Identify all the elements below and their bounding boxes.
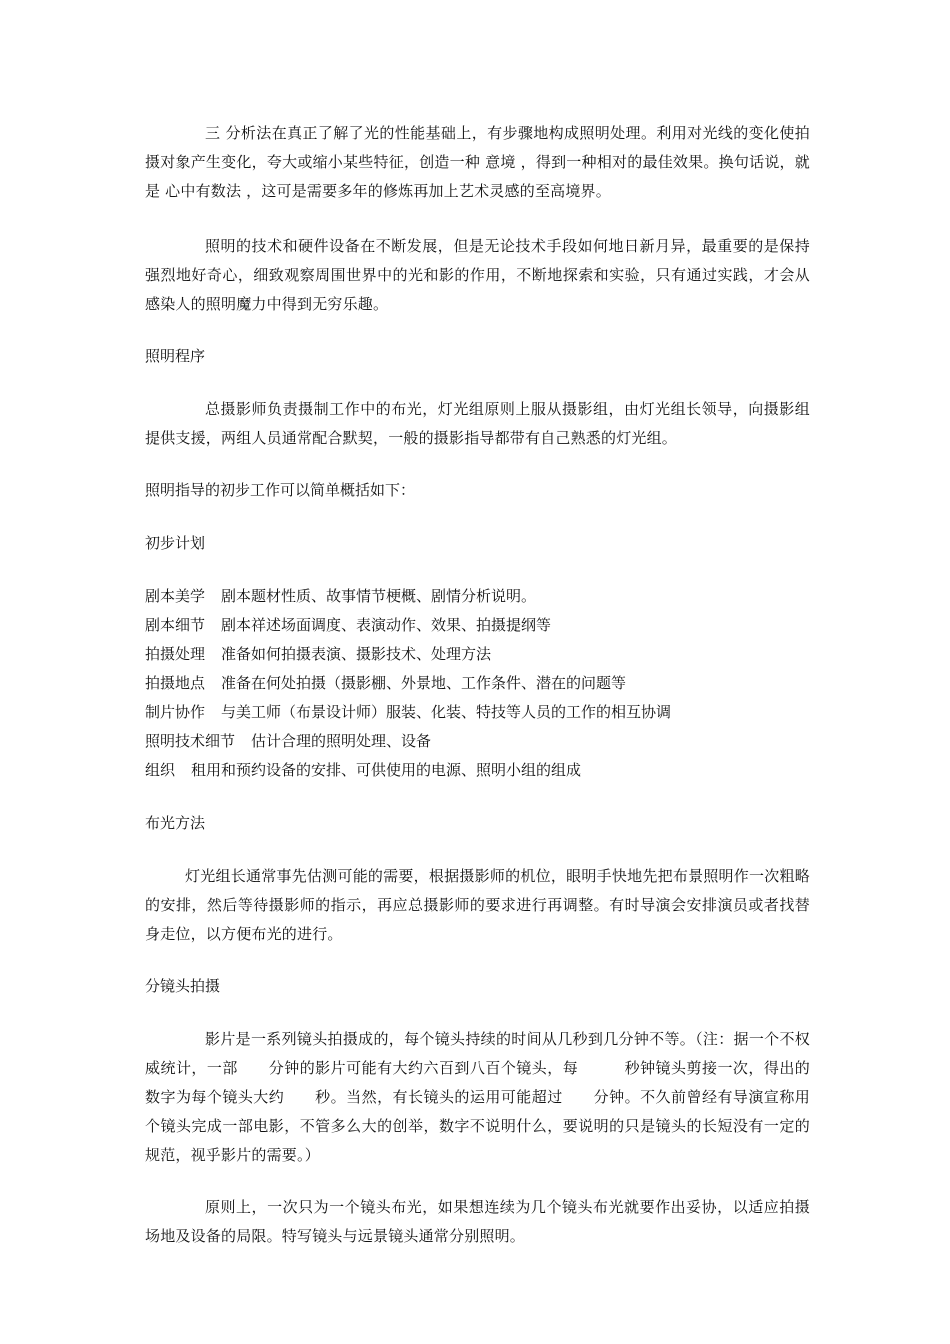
list-item [145,611,810,640]
heading-preliminary-plan: 初步计划 [145,534,206,552]
list-item-desc: 租用和预约设备的安排、可供使用的电源、照明小组的组成 [191,761,582,779]
paragraph-analysis-method: 三 分析法在真正了解了光的性能基础上，有步骤地构成照明处理。利用对光线的变化使拍摄对象产生变化，夸大或缩小某些特征，创造一种 意境 ，得到一种相对的最佳效果。换句话说，就是 心中有数法 ，这可是需要多年的修炼再加上艺术灵感的至高境界。 [145,124,810,200]
paragraph-one-shot-lighting: 原则上，一次只为一个镜头布光，如果想连续为几个镜头布光就要作出妥协，以适应拍摄场地及设备的局限。特写镜头与远景镜头通常分别照明。 [145,1198,810,1245]
paragraph-chief-cameraman: 总摄影师负责摄制工作中的布光，灯光组原则上服从摄影组，由灯光组长领导，向摄影组提供支援，两组人员通常配合默契，一般的摄影指导都带有自己熟悉的灯光组。 [145,400,810,447]
heading-lighting-procedure: 照明程序 [145,347,206,365]
list-item-desc: 准备如何拍摄表演、摄影技术、处理方法 [221,645,492,663]
heading-lighting-method: 布光方法 [145,814,206,832]
paragraph-curiosity: 照明的技术和硬件设备在不断发展，但是无论技术手段如何地日新月异，最重要的是保持强烈地好奇心，细致观察周围世界中的光和影的作用，不断地探索和实验，只有通过实践，才会从感染人的照明魔力中得到无穷乐趣。 [145,237,810,313]
list-item [145,640,810,669]
list-item-term: 制片协作 [145,703,206,721]
list-item-term: 剧本细节 [145,616,206,634]
list-item-desc: 估计合理的照明处理、设备 [251,732,432,750]
list-item-desc: 准备在何处拍摄（摄影棚、外景地、工作条件、潜在的问题等 [221,674,627,692]
list-item-term: 组织 [145,761,176,779]
list-item-desc: 与美工师（布景设计师）服装、化装、特技等人员的工作的相互协调 [221,703,672,721]
paragraph-summary-intro: 照明指导的初步工作可以简单概括如下： [145,481,416,499]
paragraph-shots: 影片是一系列镜头拍摄成的，每个镜头持续的时间从几秒到几分钟不等。（注：据一个不权威统计，一部 分钟的影片可能有大约六百到八百个镜头，每 秒钟镜头剪接一次，得出的数字为每个镜头大约 秒。当然，有长镜头的运用可能超过 分钟。不久前曾经有导演宣称用 个镜头完成一部电影，不管多么大的创举，数字不说明什么，要说明的只是镜头的长短没有一定的规范，视乎影片的需要。） [145,1030,841,1164]
list-item-term: 剧本美学 [145,587,206,605]
paragraph-gaffer-estimate: 灯光组长通常事先估测可能的需要，根据摄影师的机位，眼明手快地先把布景照明作一次粗略的安排，然后等待摄影师的指示，再应总摄影师的要求进行再调整。有时导演会安排演员或者找替身走位，以方便布光的进行。 [145,867,810,943]
list-item [145,698,810,727]
list-item [145,582,810,611]
list-item-term: 拍摄地点 [145,674,206,692]
list-item-desc: 剧本祥述场面调度、表演动作、效果、拍摄提纲等 [221,616,552,634]
list-item [145,669,810,698]
list-item-term: 照明技术细节 [145,732,236,750]
heading-shot-breakdown: 分镜头拍摄 [145,977,221,995]
list-item-term: 拍摄处理 [145,645,206,663]
document-page [145,119,841,1251]
list-item [145,727,810,756]
list-item [145,756,810,785]
list-item-desc: 剧本题材性质、故事情节梗概、剧情分析说明。 [221,587,537,605]
preliminary-plan-list [145,582,810,785]
